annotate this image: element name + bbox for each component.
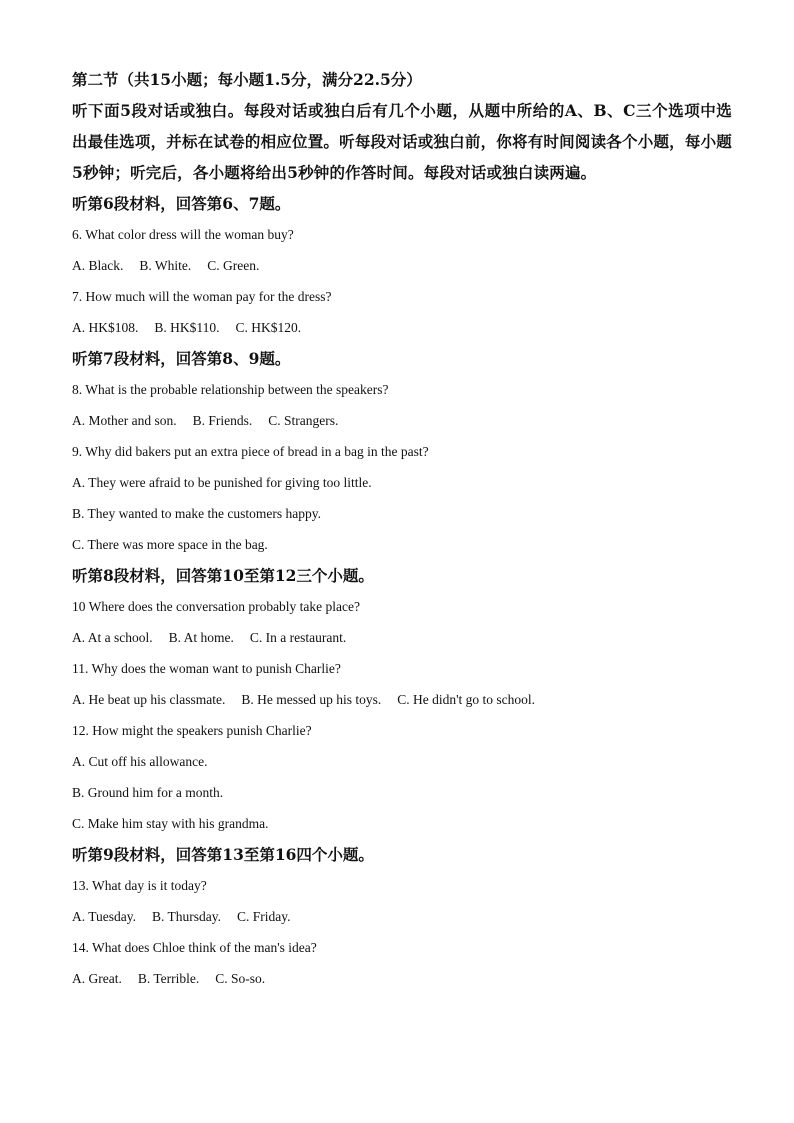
question-10: 10 Where does the conversation probably take place?	[72, 599, 361, 614]
section-instructions: 听下面5段对话或独白。每段对话或独白后有几个小题，从题中所给的A、B、C三个选项中选出最佳选项，并标在试卷的相应位置。听每段对话或独白前，你将有时间阅读各个小题，每小题5秒钟；听完后，各小题将给出5秒钟的作答时间。每段对话或独白读两遍。	[72, 101, 732, 182]
question-7-options	[72, 312, 732, 343]
option-b: B. Thursday.	[152, 909, 222, 924]
option-c: C. Green.	[207, 258, 260, 273]
question-10-options	[72, 622, 732, 653]
option-c: C. Friday.	[237, 909, 291, 924]
option-b: B. Ground him for a month.	[72, 785, 224, 800]
option-a: A. They were afraid to be punished for giving too little.	[72, 475, 372, 490]
option-a: A. HK$108.	[72, 320, 139, 335]
question-11-options	[72, 684, 732, 715]
option-a: A. Tuesday.	[72, 909, 137, 924]
option-a: A. He beat up his classmate.	[72, 692, 226, 707]
option-b: B. Terrible.	[137, 971, 200, 986]
option-c: C. In a restaurant.	[249, 630, 347, 645]
option-b: B. White.	[139, 258, 192, 273]
option-b: B. Friends.	[192, 413, 253, 428]
question-6: 6. What color dress will the woman buy?	[72, 227, 294, 242]
question-6-options	[72, 250, 732, 281]
option-a: A. Mother and son.	[72, 413, 177, 428]
group-header: 听第6段材料，回答第6、7题。	[72, 194, 291, 213]
question-13: 13. What day is it today?	[72, 878, 207, 893]
option-b: B. At home.	[168, 630, 234, 645]
option-c: C. Strangers.	[268, 413, 339, 428]
option-c: C. HK$120.	[235, 320, 302, 335]
question-9: 9. Why did bakers put an extra piece of bread in a bag in the past?	[72, 444, 429, 459]
option-b: B. They wanted to make the customers happy.	[72, 506, 321, 521]
group-header: 听第9段材料，回答第13至第16四个小题。	[72, 845, 374, 864]
option-c: C. There was more space in the bag.	[72, 537, 268, 552]
question-8-options	[72, 405, 732, 436]
option-c: C. He didn't go to school.	[397, 692, 536, 707]
option-b: B. He messed up his toys.	[241, 692, 382, 707]
group-header: 听第7段材料，回答第8、9题。	[72, 349, 291, 368]
option-a: A. At a school.	[72, 630, 153, 645]
option-c: C. Make him stay with his grandma.	[72, 816, 269, 831]
option-a: A. Black.	[72, 258, 124, 273]
question-12: 12. How might the speakers punish Charlie?	[72, 723, 312, 738]
group-header: 听第8段材料，回答第10至第12三个小题。	[72, 566, 374, 585]
question-13-options	[72, 901, 732, 932]
option-a: A. Great.	[72, 971, 122, 986]
option-c: C. So-so.	[215, 971, 266, 986]
option-a: A. Cut off his allowance.	[72, 754, 208, 769]
question-7: 7. How much will the woman pay for the dress?	[72, 289, 332, 304]
question-14-options	[72, 963, 732, 994]
exam-page	[72, 64, 732, 994]
question-14: 14. What does Chloe think of the man's idea?	[72, 940, 317, 955]
question-8: 8. What is the probable relationship between the speakers?	[72, 382, 389, 397]
section-heading: 第二节（共15小题；每小题1.5分，满分22.5分）	[72, 70, 422, 89]
question-11: 11. Why does the woman want to punish Charlie?	[72, 661, 341, 676]
option-b: B. HK$110.	[154, 320, 220, 335]
